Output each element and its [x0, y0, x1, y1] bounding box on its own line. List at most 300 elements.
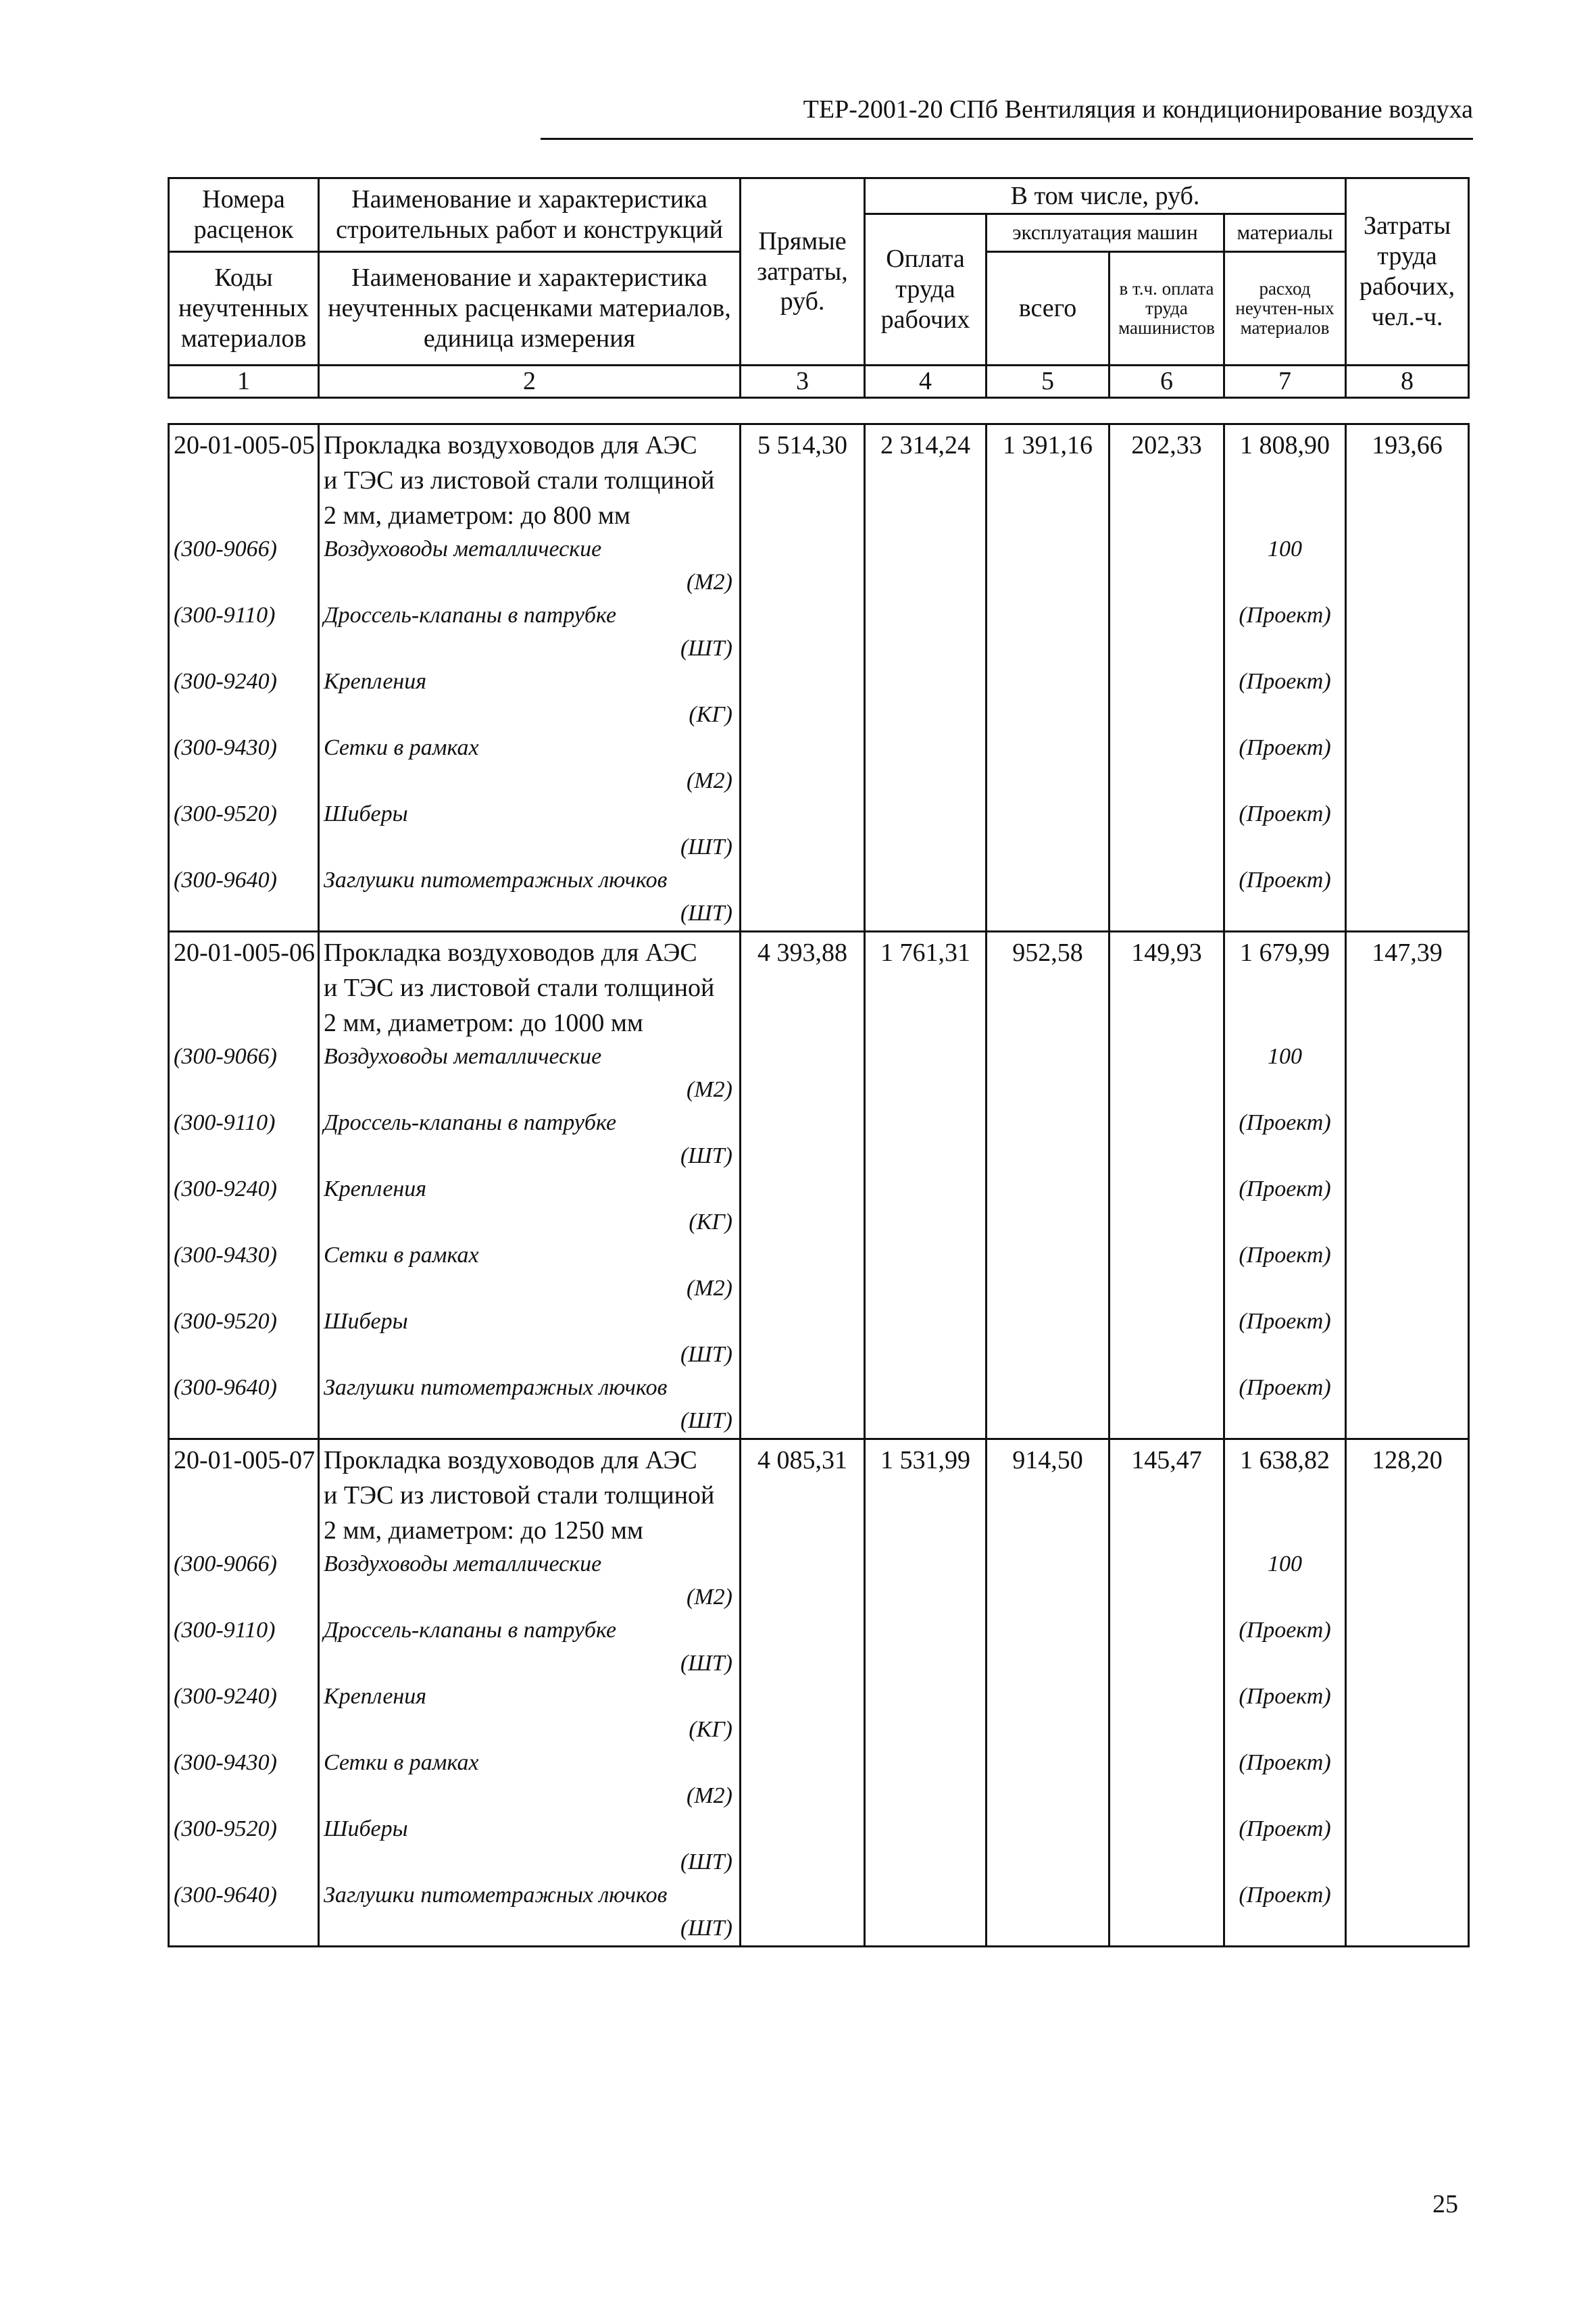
empty-cell — [865, 764, 987, 798]
empty-cell — [1109, 1912, 1224, 1947]
material-unit: (М2) — [319, 764, 741, 798]
empty-cell — [865, 1073, 987, 1107]
empty-cell — [741, 1912, 865, 1947]
empty-cell — [1346, 566, 1469, 599]
empty-cell — [741, 1813, 865, 1845]
empty-cell — [169, 1647, 319, 1681]
machines-total: 1 391,16 — [987, 424, 1109, 464]
empty-cell — [1346, 1912, 1469, 1947]
empty-cell — [741, 1681, 865, 1713]
material-name: Дроссель-клапаны в патрубке — [319, 599, 741, 632]
empty-cell — [741, 1205, 865, 1239]
col-including: В том числе, руб. — [865, 178, 1346, 214]
empty-cell — [1109, 830, 1224, 864]
empty-cell — [1109, 1614, 1224, 1647]
labor: 128,20 — [1346, 1439, 1469, 1478]
empty-cell — [169, 1404, 319, 1439]
rate-row-continuation — [169, 1513, 1469, 1548]
empty-cell — [865, 1845, 987, 1879]
material-qty: (Проект) — [1224, 1107, 1346, 1139]
empty-cell — [1109, 1005, 1224, 1041]
empty-cell — [865, 599, 987, 632]
empty-cell — [865, 1239, 987, 1272]
material-code: (300-9430) — [169, 1239, 319, 1272]
material-unit-row — [169, 1580, 1469, 1614]
empty-cell — [169, 463, 319, 498]
rate-row — [169, 1439, 1469, 1478]
empty-cell — [741, 1513, 865, 1548]
empty-cell — [1109, 1239, 1224, 1272]
empty-cell — [1346, 698, 1469, 732]
col-machines-total: всего — [987, 252, 1109, 366]
empty-cell — [1346, 1239, 1469, 1272]
empty-cell — [169, 566, 319, 599]
rate-name-line: 2 мм, диаметром: до 800 мм — [319, 498, 741, 533]
empty-cell — [741, 1879, 865, 1912]
empty-cell — [1346, 1614, 1469, 1647]
rate-row — [169, 424, 1469, 464]
material-unit: (М2) — [319, 1272, 741, 1305]
col-material-name: Наименование и характеристика неучтенных расценками материалов, единица измерения — [319, 252, 741, 366]
empty-cell — [1224, 830, 1346, 864]
empty-cell — [741, 1139, 865, 1173]
empty-cell — [1109, 1205, 1224, 1239]
material-row — [169, 1107, 1469, 1139]
empty-cell — [1224, 1139, 1346, 1173]
empty-cell — [987, 698, 1109, 732]
material-row — [169, 732, 1469, 764]
empty-cell — [169, 498, 319, 533]
direct-costs: 5 514,30 — [741, 424, 865, 464]
empty-cell — [1346, 1580, 1469, 1614]
empty-cell — [169, 1139, 319, 1173]
material-code: (300-9066) — [169, 533, 319, 566]
empty-cell — [169, 1005, 319, 1041]
empty-cell — [1346, 1513, 1469, 1548]
empty-cell — [865, 1041, 987, 1073]
col-work-name: Наименование и характеристика строительных работ и конструкций — [319, 178, 741, 252]
empty-cell — [987, 1404, 1109, 1439]
empty-cell — [987, 1912, 1109, 1947]
empty-cell — [865, 1747, 987, 1779]
empty-cell — [865, 798, 987, 830]
empty-cell — [987, 566, 1109, 599]
rate-name-line: и ТЭС из листовой стали толщиной — [319, 1478, 741, 1513]
empty-cell — [169, 1513, 319, 1548]
material-unit: (М2) — [319, 566, 741, 599]
empty-cell — [1346, 1305, 1469, 1338]
empty-cell — [987, 1107, 1109, 1139]
empty-cell — [169, 1779, 319, 1813]
empty-cell — [865, 1614, 987, 1647]
empty-cell — [1346, 1073, 1469, 1107]
empty-cell — [1109, 1478, 1224, 1513]
empty-cell — [1346, 798, 1469, 830]
empty-cell — [865, 1879, 987, 1912]
empty-cell — [1346, 533, 1469, 566]
empty-cell — [1109, 1713, 1224, 1747]
header-rule — [541, 138, 1473, 140]
empty-cell — [1224, 1513, 1346, 1548]
empty-cell — [865, 632, 987, 666]
empty-cell — [1109, 1747, 1224, 1779]
empty-cell — [1346, 1478, 1469, 1513]
empty-cell — [169, 830, 319, 864]
empty-cell — [741, 1372, 865, 1404]
empty-cell — [987, 1614, 1109, 1647]
empty-cell — [1346, 1548, 1469, 1580]
material-unit: (ШТ) — [319, 1845, 741, 1879]
empty-cell — [1346, 1173, 1469, 1205]
empty-cell — [1346, 1272, 1469, 1305]
direct-costs: 4 393,88 — [741, 932, 865, 971]
empty-cell — [169, 764, 319, 798]
empty-cell — [741, 732, 865, 764]
material-code: (300-9430) — [169, 732, 319, 764]
empty-cell — [741, 830, 865, 864]
empty-cell — [1346, 830, 1469, 864]
material-name: Заглушки питометражных лючков — [319, 1879, 741, 1912]
empty-cell — [741, 1548, 865, 1580]
empty-cell — [1224, 1580, 1346, 1614]
empty-cell — [987, 1041, 1109, 1073]
material-name: Заглушки питометражных лючков — [319, 1372, 741, 1404]
empty-cell — [1109, 970, 1224, 1005]
material-qty: (Проект) — [1224, 1813, 1346, 1845]
empty-cell — [1109, 533, 1224, 566]
empty-cell — [865, 463, 987, 498]
empty-cell — [987, 1813, 1109, 1845]
empty-cell — [865, 1107, 987, 1139]
col-number-4: 4 — [865, 366, 987, 398]
empty-cell — [987, 1713, 1109, 1747]
empty-cell — [987, 1647, 1109, 1681]
empty-cell — [1224, 1005, 1346, 1041]
material-unit-row — [169, 1912, 1469, 1947]
rate-name-line: 2 мм, диаметром: до 1000 мм — [319, 1005, 741, 1041]
empty-cell — [865, 732, 987, 764]
material-unit: (ШТ) — [319, 1912, 741, 1947]
material-unit-row — [169, 1073, 1469, 1107]
material-row — [169, 1747, 1469, 1779]
empty-cell — [1224, 1912, 1346, 1947]
material-name: Воздуховоды металлические — [319, 1548, 741, 1580]
material-row — [169, 864, 1469, 897]
material-unit: (ШТ) — [319, 1404, 741, 1439]
empty-cell — [1224, 498, 1346, 533]
col-materials-unaccounted: расход неучтен-ных материалов — [1224, 252, 1346, 366]
empty-cell — [1346, 1205, 1469, 1239]
material-row — [169, 1548, 1469, 1580]
empty-cell — [865, 498, 987, 533]
empty-cell — [1109, 498, 1224, 533]
empty-cell — [741, 698, 865, 732]
rate-name-line: Прокладка воздуховодов для АЭС — [319, 1439, 741, 1478]
material-qty: (Проект) — [1224, 1372, 1346, 1404]
material-unit: (ШТ) — [319, 632, 741, 666]
material-code: (300-9520) — [169, 798, 319, 830]
empty-cell — [741, 1041, 865, 1073]
materials-cost: 1 638,82 — [1224, 1439, 1346, 1478]
material-row — [169, 1372, 1469, 1404]
empty-cell — [1109, 1580, 1224, 1614]
material-qty: 100 — [1224, 1041, 1346, 1073]
material-qty: (Проект) — [1224, 1614, 1346, 1647]
col-material-codes: Коды неучтенных материалов — [169, 252, 319, 366]
material-row — [169, 1813, 1469, 1845]
empty-cell — [741, 599, 865, 632]
empty-cell — [1109, 1681, 1224, 1713]
rate-row-continuation — [169, 1005, 1469, 1041]
material-row — [169, 798, 1469, 830]
empty-cell — [741, 1478, 865, 1513]
empty-cell — [1109, 897, 1224, 932]
material-qty: (Проект) — [1224, 864, 1346, 897]
empty-cell — [1109, 1107, 1224, 1139]
empty-cell — [865, 698, 987, 732]
empty-cell — [169, 1845, 319, 1879]
empty-cell — [987, 599, 1109, 632]
empty-cell — [169, 1912, 319, 1947]
col-machinists-wages: в т.ч. оплата труда машинистов — [1109, 252, 1224, 366]
empty-cell — [741, 1005, 865, 1041]
empty-cell — [1109, 864, 1224, 897]
empty-cell — [865, 1912, 987, 1947]
empty-cell — [1109, 566, 1224, 599]
empty-cell — [1346, 1713, 1469, 1747]
material-unit-row — [169, 1272, 1469, 1305]
empty-cell — [865, 1548, 987, 1580]
rate-name-line: Прокладка воздуховодов для АЭС — [319, 932, 741, 971]
col-number-5: 5 — [987, 366, 1109, 398]
empty-cell — [169, 632, 319, 666]
material-unit: (КГ) — [319, 1205, 741, 1239]
empty-cell — [865, 1338, 987, 1372]
empty-cell — [741, 798, 865, 830]
empty-cell — [1224, 1073, 1346, 1107]
col-number-2: 2 — [319, 366, 741, 398]
empty-cell — [865, 1779, 987, 1813]
rate-name-line: и ТЭС из листовой стали толщиной — [319, 970, 741, 1005]
material-qty: (Проект) — [1224, 1305, 1346, 1338]
empty-cell — [1109, 1813, 1224, 1845]
empty-cell — [1224, 632, 1346, 666]
empty-cell — [741, 1173, 865, 1205]
rate-code: 20-01-005-07 — [169, 1439, 319, 1478]
empty-cell — [741, 1272, 865, 1305]
empty-cell — [169, 698, 319, 732]
col-machines: эксплуатация машин — [987, 214, 1224, 252]
empty-cell — [987, 498, 1109, 533]
empty-cell — [987, 897, 1109, 932]
empty-cell — [987, 1747, 1109, 1779]
empty-cell — [1346, 1647, 1469, 1681]
wages: 1 531,99 — [865, 1439, 987, 1478]
material-name: Шиберы — [319, 798, 741, 830]
material-name: Дроссель-клапаны в патрубке — [319, 1107, 741, 1139]
material-code: (300-9520) — [169, 1305, 319, 1338]
empty-cell — [1109, 698, 1224, 732]
empty-cell — [987, 1681, 1109, 1713]
empty-cell — [865, 1139, 987, 1173]
empty-cell — [1346, 1813, 1469, 1845]
material-code: (300-9110) — [169, 1614, 319, 1647]
empty-cell — [865, 864, 987, 897]
empty-cell — [987, 666, 1109, 698]
material-code: (300-9640) — [169, 1372, 319, 1404]
empty-cell — [741, 1580, 865, 1614]
material-name: Воздуховоды металлические — [319, 533, 741, 566]
empty-cell — [741, 632, 865, 666]
material-unit-row — [169, 897, 1469, 932]
col-labor: Затраты труда рабочих, чел.-ч. — [1346, 178, 1469, 366]
material-row — [169, 1041, 1469, 1073]
empty-cell — [1109, 463, 1224, 498]
empty-cell — [1109, 1372, 1224, 1404]
empty-cell — [987, 1548, 1109, 1580]
empty-cell — [1224, 1404, 1346, 1439]
material-name: Шиберы — [319, 1305, 741, 1338]
material-name: Воздуховоды металлические — [319, 1041, 741, 1073]
rate-row-continuation — [169, 970, 1469, 1005]
material-row — [169, 533, 1469, 566]
empty-cell — [1346, 897, 1469, 932]
material-unit-row — [169, 698, 1469, 732]
empty-cell — [1109, 1548, 1224, 1580]
material-qty: (Проект) — [1224, 798, 1346, 830]
empty-cell — [741, 1404, 865, 1439]
empty-cell — [741, 533, 865, 566]
empty-cell — [741, 1647, 865, 1681]
rate-row-continuation — [169, 498, 1469, 533]
empty-cell — [741, 1845, 865, 1879]
empty-cell — [741, 1239, 865, 1272]
material-unit: (М2) — [319, 1779, 741, 1813]
material-qty: (Проект) — [1224, 666, 1346, 698]
empty-cell — [1346, 1747, 1469, 1779]
empty-cell — [987, 1205, 1109, 1239]
material-row — [169, 599, 1469, 632]
empty-cell — [169, 970, 319, 1005]
empty-cell — [169, 1073, 319, 1107]
empty-cell — [1224, 1272, 1346, 1305]
empty-cell — [1346, 1681, 1469, 1713]
material-unit-row — [169, 1404, 1469, 1439]
material-code: (300-9110) — [169, 599, 319, 632]
labor: 193,66 — [1346, 424, 1469, 464]
empty-cell — [1109, 599, 1224, 632]
empty-cell — [741, 1614, 865, 1647]
empty-cell — [987, 1239, 1109, 1272]
rate-name-line: Прокладка воздуховодов для АЭС — [319, 424, 741, 464]
empty-cell — [741, 1073, 865, 1107]
empty-cell — [987, 463, 1109, 498]
empty-cell — [1224, 1478, 1346, 1513]
material-unit: (ШТ) — [319, 1647, 741, 1681]
empty-cell — [1224, 566, 1346, 599]
material-name: Крепления — [319, 666, 741, 698]
machinists-wages: 149,93 — [1109, 932, 1224, 971]
material-unit-row — [169, 764, 1469, 798]
empty-cell — [1109, 764, 1224, 798]
empty-cell — [741, 463, 865, 498]
empty-cell — [865, 1647, 987, 1681]
material-code: (300-9240) — [169, 666, 319, 698]
empty-cell — [1224, 698, 1346, 732]
empty-cell — [1346, 1139, 1469, 1173]
empty-cell — [1109, 1404, 1224, 1439]
empty-cell — [987, 1879, 1109, 1912]
material-row — [169, 666, 1469, 698]
machines-total: 914,50 — [987, 1439, 1109, 1478]
material-row — [169, 1173, 1469, 1205]
empty-cell — [1346, 1005, 1469, 1041]
empty-cell — [1346, 1372, 1469, 1404]
empty-cell — [865, 1580, 987, 1614]
material-code: (300-9240) — [169, 1681, 319, 1713]
empty-cell — [741, 970, 865, 1005]
material-unit-row — [169, 1845, 1469, 1879]
empty-cell — [1109, 1305, 1224, 1338]
empty-cell — [987, 1845, 1109, 1879]
material-unit-row — [169, 632, 1469, 666]
rate-row — [169, 932, 1469, 971]
material-unit-row — [169, 1338, 1469, 1372]
rate-row-continuation — [169, 1478, 1469, 1513]
wages: 1 761,31 — [865, 932, 987, 971]
material-qty: (Проект) — [1224, 732, 1346, 764]
material-code: (300-9640) — [169, 1879, 319, 1912]
material-row — [169, 1239, 1469, 1272]
material-qty: (Проект) — [1224, 599, 1346, 632]
material-unit-row — [169, 1647, 1469, 1681]
empty-cell — [741, 1107, 865, 1139]
empty-cell — [1346, 1338, 1469, 1372]
empty-cell — [1224, 1647, 1346, 1681]
empty-cell — [987, 798, 1109, 830]
empty-cell — [1109, 1513, 1224, 1548]
empty-cell — [1109, 1272, 1224, 1305]
empty-cell — [987, 732, 1109, 764]
empty-cell — [987, 1173, 1109, 1205]
material-qty: (Проект) — [1224, 1681, 1346, 1713]
empty-cell — [865, 566, 987, 599]
empty-cell — [1109, 1041, 1224, 1073]
material-qty: (Проект) — [1224, 1879, 1346, 1912]
material-unit-row — [169, 566, 1469, 599]
empty-cell — [865, 830, 987, 864]
empty-cell — [1346, 463, 1469, 498]
material-name: Шиберы — [319, 1813, 741, 1845]
empty-cell — [987, 632, 1109, 666]
material-qty: (Проект) — [1224, 1239, 1346, 1272]
empty-cell — [1346, 1404, 1469, 1439]
empty-cell — [1224, 1205, 1346, 1239]
empty-cell — [169, 1205, 319, 1239]
empty-cell — [1346, 666, 1469, 698]
rate-code: 20-01-005-05 — [169, 424, 319, 464]
rate-code: 20-01-005-06 — [169, 932, 319, 971]
col-number-6: 6 — [1109, 366, 1224, 398]
empty-cell — [1109, 1338, 1224, 1372]
empty-cell — [1346, 1879, 1469, 1912]
rate-row-continuation — [169, 463, 1469, 498]
col-number-1: 1 — [169, 366, 319, 398]
empty-cell — [741, 864, 865, 897]
empty-cell — [865, 1372, 987, 1404]
empty-cell — [169, 1338, 319, 1372]
empty-cell — [987, 1073, 1109, 1107]
